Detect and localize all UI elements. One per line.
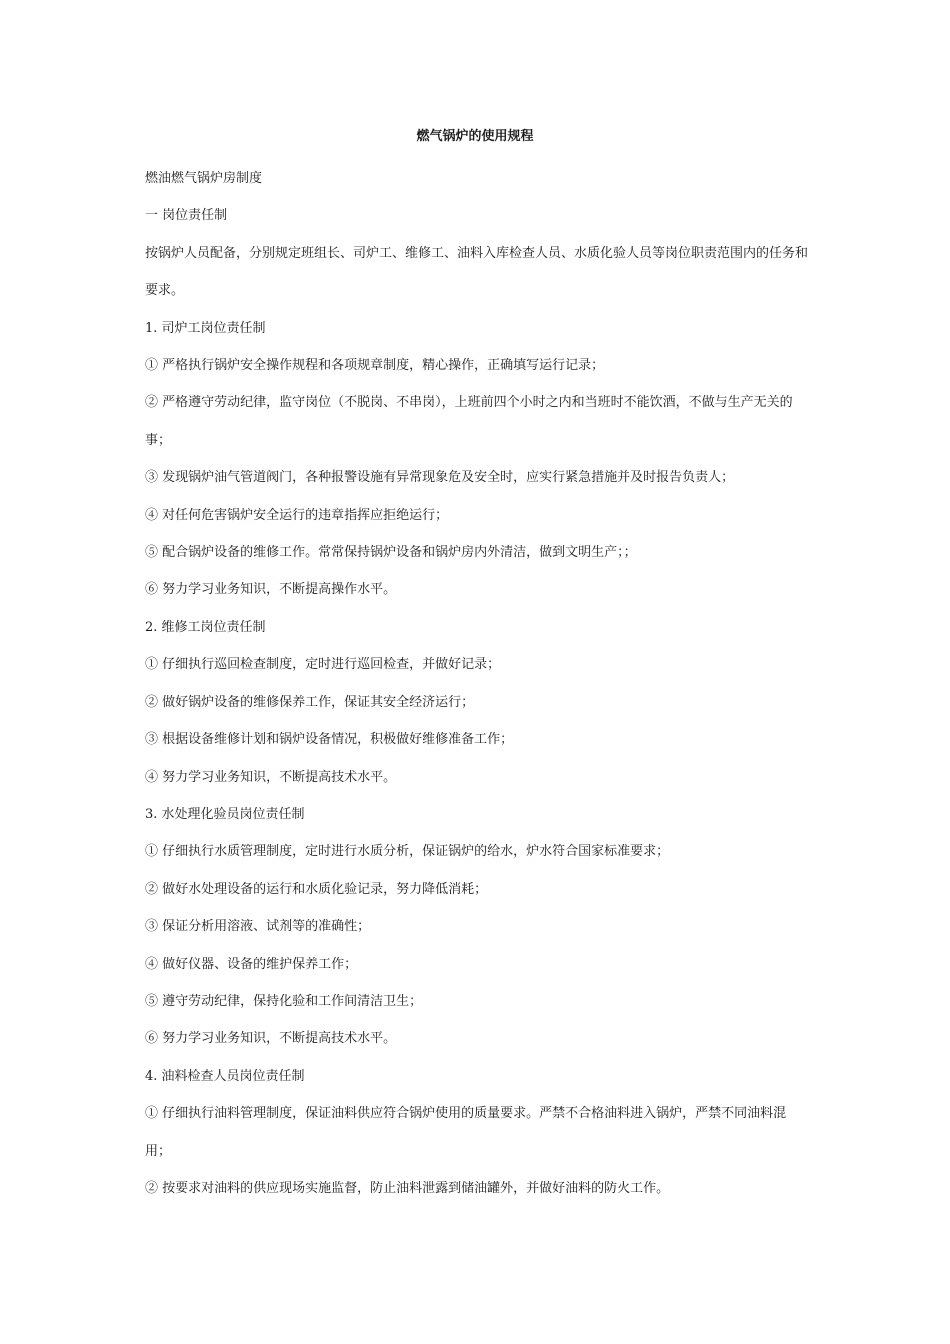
section-heading-responsibility: 一 岗位责任制 xyxy=(145,208,228,224)
list-item: ③ 发现锅炉油气管道阀门，各种报警设施有异常现象危及安全时，应实行紧急措施并及时报告负责人； xyxy=(145,470,735,486)
subsection-heading-stoker: 1. 司炉工岗位责任制 xyxy=(145,320,266,336)
list-item: ① 仔细执行油料管理制度，保证油料供应符合锅炉使用的质量要求。严禁不合格油料进入锅炉，严禁不同油料混用； xyxy=(145,1106,787,1159)
paragraph-boiler-room-rules: 燃油燃气锅炉房制度 xyxy=(145,171,263,186)
list-item: ④ 努力学习业务知识，不断提高技术水平。 xyxy=(145,769,397,785)
subsection-heading-fuel-inspection: 4. 油料检查人员岗位责任制 xyxy=(145,1068,305,1084)
list-item: ⑤ 遵守劳动纪律，保持化验和工作间清洁卫生； xyxy=(145,993,423,1009)
subsection-heading-water-treatment: 3. 水处理化验员岗位责任制 xyxy=(145,806,305,822)
list-item: ⑥ 努力学习业务知识，不断提高技术水平。 xyxy=(145,1031,397,1047)
list-item: ④ 做好仪器、设备的维护保养工作； xyxy=(145,956,358,972)
list-item: ② 按要求对油料的供应现场实施监督，防止油料泄露到储油罐外，并做好油料的防火工作。 xyxy=(145,1180,670,1196)
paragraph-intro: 按锅炉人员配备，分别规定班组长、司炉工、维修工、油料入库检查人员、水质化验人员等岗位职责范围内的任务和要求。 xyxy=(145,245,809,299)
list-item: ① 严格执行锅炉安全操作规程和各项规章制度，精心操作，正确填写运行记录； xyxy=(145,358,605,374)
list-item: ① 仔细执行水质管理制度，定时进行水质分析，保证锅炉的给水，炉水符合国家标准要求； xyxy=(145,844,670,860)
list-item: ⑤ 配合锅炉设备的维修工作。常常保持锅炉设备和锅炉房内外清洁，做到文明生产；； xyxy=(145,545,637,561)
list-item: ② 做好水处理设备的运行和水质化验记录，努力降低消耗； xyxy=(145,881,488,897)
document-title: 燃气锅炉的使用规程 xyxy=(416,129,534,144)
list-item: ⑥ 努力学习业务知识，不断提高操作水平。 xyxy=(145,582,397,598)
list-item: ④ 对任何危害锅炉安全运行的违章指挥应拒绝运行； xyxy=(145,507,449,523)
list-item: ② 严格遵守劳动纪律，监守岗位（不脱岗、不串岗），上班前四个小时之内和当班时不能饮酒，不做与生产无关的事； xyxy=(145,395,793,448)
list-item: ③ 保证分析用溶液、试剂等的准确性； xyxy=(145,919,371,935)
list-item: ① 仔细执行巡回检查制度，定时进行巡回检查，并做好记录； xyxy=(145,657,501,673)
list-item: ② 做好锅炉设备的维修保养工作，保证其安全经济运行； xyxy=(145,694,475,710)
subsection-heading-maintenance: 2. 维修工岗位责任制 xyxy=(145,619,266,635)
list-item: ③ 根据设备维修计划和锅炉设备情况，积极做好维修准备工作； xyxy=(145,732,514,748)
document-body xyxy=(145,160,810,1207)
